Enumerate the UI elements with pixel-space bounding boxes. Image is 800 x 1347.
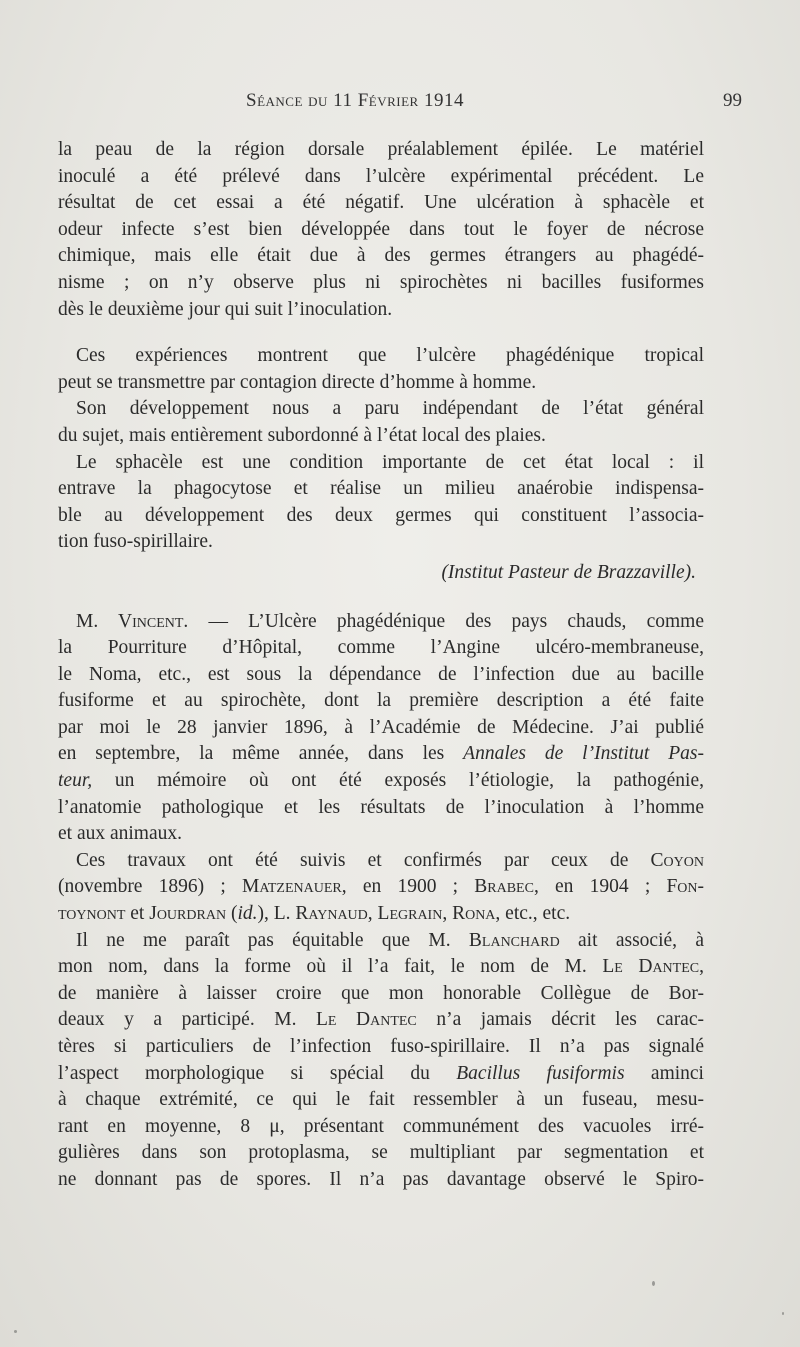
text-line: et aux animaux. <box>58 823 182 845</box>
print-speck <box>14 1330 17 1333</box>
paragraph-conclusion-development <box>58 396 704 449</box>
text-line: Ces travaux ont été suivis et confirmés par ceux de Coyon <box>76 849 704 871</box>
text-line: à chaque extrémité, ce qui le fait ressembler à un fuseau, mesu- <box>58 1089 704 1111</box>
author-name: Brabec <box>474 876 534 898</box>
page-number: 99 <box>723 90 742 111</box>
text-line: résultat de cet essai a été négatif. Une ulcération à sphacèle et <box>58 192 704 214</box>
text-line: tères si particuliers de l’infection fuso-spirillaire. Il n’a pas signalé <box>58 1036 704 1057</box>
text-line: Le sphacèle est une condition importante de cet état local : il <box>76 451 704 473</box>
text-line: deaux y a participé. M. Le Dantec n’a jamais décrit les carac- <box>58 1009 704 1031</box>
text-line: ble au développement des deux germes qui constituent l’associa- <box>58 504 704 526</box>
page-header <box>58 90 800 120</box>
species-name: Bacillus fusiformis <box>456 1062 625 1084</box>
text-line: inoculé a été prélevé dans l’ulcère expérimental précédent. Le <box>58 165 704 187</box>
institution-signature: (Institut Pasteur de Brazzaville). <box>441 561 696 583</box>
text-line: du sujet, mais entièrement subordonné à l’état local des plaies. <box>58 424 546 446</box>
text-line: en septembre, la même année, dans les Annales de l’Institut Pas- <box>58 743 704 765</box>
text-line: (novembre 1896) ; Matzenauer, en 1900 ; Brabec, en 1904 ; Fon- <box>58 876 705 898</box>
print-speck <box>652 1281 655 1286</box>
text-line: l’anatomie pathologique et les résultats de l’inoculation à l’homme <box>58 796 704 818</box>
text-line: par moi le 28 janvier 1896, à l’Académie de Médecine. J’ai publié <box>58 716 704 738</box>
text-line: de manière à laisser croire que mon honorable Collègue de Bor- <box>58 982 704 1004</box>
paragraph-conclusion-contagion <box>58 343 704 396</box>
author-name: Rona <box>452 903 496 925</box>
text-line: dès le deuxième jour qui suit l’inoculation. <box>58 298 393 320</box>
author-name: Matzenauer <box>241 876 342 898</box>
author-name: toynont <box>58 903 126 925</box>
text-line: nisme ; on n’y observe plus ni spirochètes ni bacilles fusiformes <box>58 271 704 293</box>
author-name: Jourdran <box>149 903 227 925</box>
text-line: mon nom, dans la forme où il l’a fait, le nom de M. Le Dantec, <box>58 956 704 978</box>
text-line: la Pourriture d’Hôpital, comme l’Angine ulcéro-membraneuse, <box>58 637 704 659</box>
running-head: Séance du 11 Février 1914 <box>246 90 464 111</box>
text-line: fusiforme et au spirochète, dont la première description a été faite <box>58 690 704 712</box>
text-line: teur, un mémoire où ont été exposés l’étiologie, la pathogénie, <box>58 770 704 792</box>
author-name: Le Dantec <box>602 956 700 978</box>
text-line: M. Vincent. — L’Ulcère phagédénique des pays chauds, comme <box>76 610 704 632</box>
text-line: peut se transmettre par contagion directe d’homme à homme. <box>58 371 537 393</box>
author-name: Raynaud <box>295 903 368 925</box>
text-line: Son développement nous a paru indépendant de l’état général <box>76 398 704 420</box>
text-line: Il ne me paraît pas équitable que M. Blanchard ait associé, à <box>76 929 704 951</box>
text-line: tion fuso-spirillaire. <box>58 531 213 553</box>
text-line: odeur infecte s’est bien développée dans tout le foyer de nécrose <box>58 218 704 240</box>
text-line: chimique, mais elle était due à des germes étrangers au phagédé- <box>58 245 704 267</box>
text-line: l’aspect morphologique si spécial du Bacillus fusiformis aminci <box>58 1062 704 1084</box>
paragraph-vincent-dispute <box>58 928 704 1194</box>
speaker-name: M. Vincent. <box>76 610 189 632</box>
text-line: rant en moyenne, 8 μ, présentant communément des vacuoles irré- <box>58 1115 704 1137</box>
author-name: Le Dantec <box>316 1009 417 1031</box>
print-speck <box>782 1312 784 1315</box>
text-line: entrave la phagocytose et réalise un milieu anaérobie indispensa- <box>58 478 704 500</box>
text-line: le Noma, etc., est sous la dépendance de l’infection due au bacille <box>58 663 704 685</box>
text-line: la peau de la région dorsale préalablement épilée. Le matériel <box>58 139 704 160</box>
paragraph-vincent-intro <box>58 609 704 848</box>
paragraph-conclusion-sphacele <box>58 450 704 556</box>
text-line: ne donnant pas de spores. Il n’a pas davantage observé le Spiro- <box>58 1168 704 1190</box>
author-name: Legrain <box>377 903 443 925</box>
paragraph-vincent-confirmations <box>58 848 704 928</box>
text-line: toynont et Jourdran (id.), L. Raynaud, Legrain, Rona, etc., etc. <box>58 903 571 925</box>
paragraph-inoculation-result <box>58 137 704 323</box>
text-line: Ces expériences montrent que l’ulcère phagédénique tropical <box>76 345 704 367</box>
author-name: Blanchard <box>468 929 560 951</box>
text-line: gulières dans son protoplasma, se multipliant par segmentation et <box>58 1142 704 1164</box>
journal-title: teur, <box>58 770 93 792</box>
author-name: Fon- <box>666 876 705 898</box>
author-name: Coyon <box>650 849 704 871</box>
journal-title: Annales de l’Institut Pas- <box>463 743 704 765</box>
article-body <box>58 137 704 1194</box>
